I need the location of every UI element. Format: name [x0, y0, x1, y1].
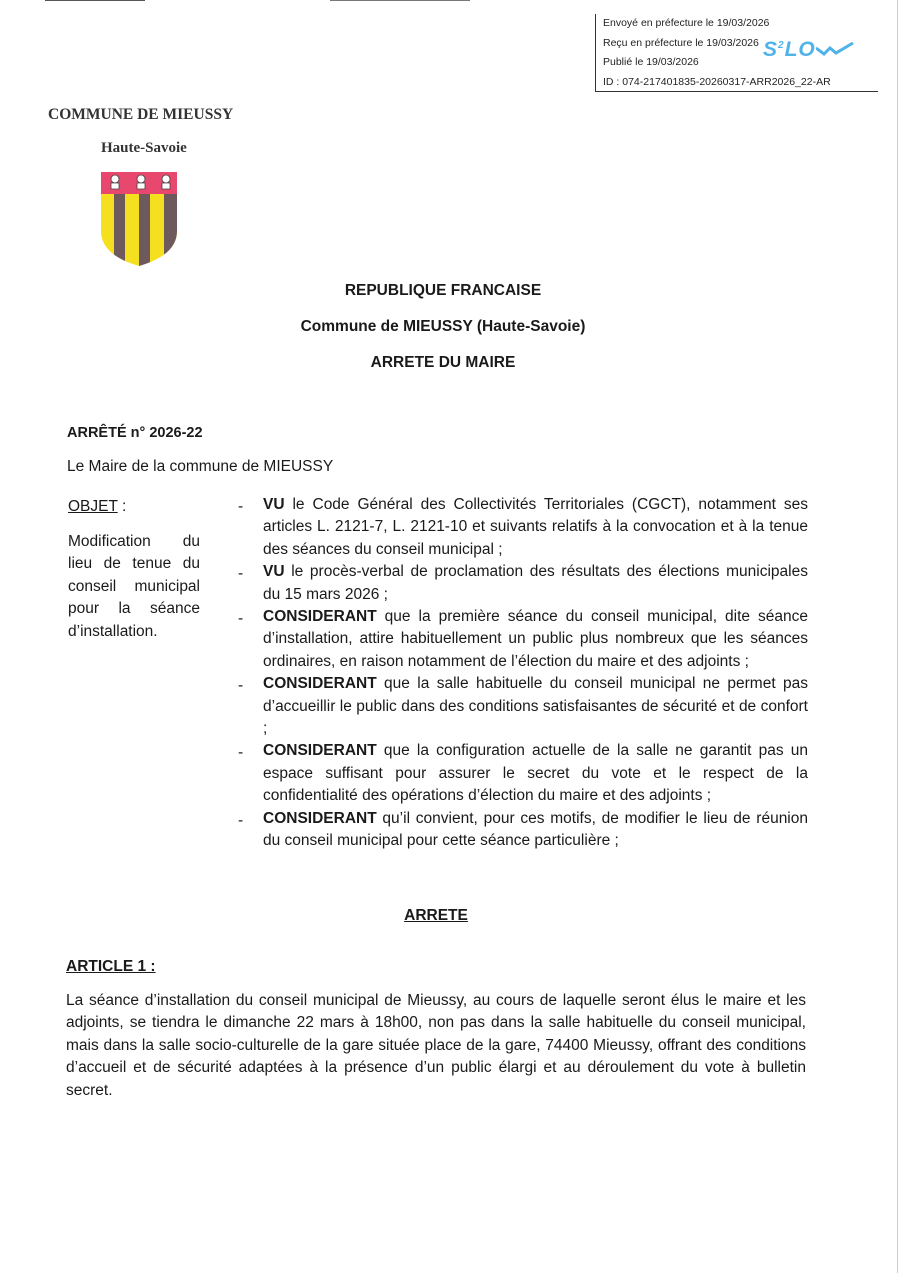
arrete-number: ARRÊTÉ n° 2026-22 — [67, 425, 203, 441]
item-lead: CONSIDERANT — [263, 675, 377, 693]
objet-block — [68, 496, 200, 643]
item-text: que la salle habituelle du conseil municipal ne permet pas d’accueillir le public dans des conditions satisfaisantes de sécurité et de confort ; — [263, 675, 808, 738]
item-lead: VU — [263, 496, 285, 513]
dash: - — [238, 498, 244, 515]
list-item — [238, 606, 808, 673]
dash: - — [238, 744, 244, 762]
title-republique: REPUBLIQUE FRANCAISE — [344, 282, 542, 299]
scan-edge — [330, 0, 470, 1]
objet-text: Modification du lieu de tenue du conseil municipal pour la séance d’installation. — [68, 532, 200, 640]
maire-line: Le Maire de la commune de MIEUSSY — [67, 458, 334, 475]
arrete-heading: ARRETE — [404, 907, 468, 924]
item-text: que la configuration actuelle de la salle ne garantit pas un espace suffisant pour assurer le secret du vote et le respect de la confidentialité des opérations d’élection du maire et des adjoints ; — [263, 742, 808, 805]
dash: - — [238, 677, 244, 695]
item-text: que la première séance du conseil municipal, dite séance d’installation, attire habituellement un public plus nombreux que les séances ordinaires, en raison notamment de l’élection du maire et des adjoints ; — [263, 608, 808, 670]
stamp-line: Reçu en préfecture le 19/03/2026 — [603, 36, 759, 49]
list-item — [238, 673, 808, 740]
objet-label: OBJET — [68, 498, 118, 515]
objet-colon: : — [117, 498, 127, 515]
list-item — [238, 808, 808, 853]
scan-edge — [45, 0, 145, 1]
dash: - — [238, 610, 244, 628]
stamp-line: Envoyé en préfecture le 19/03/2026 — [603, 17, 770, 29]
dash: - — [238, 565, 244, 583]
title-commune: Commune de MIEUSSY (Haute-Savoie) — [300, 318, 586, 335]
article-1-text: La séance d’installation du conseil municipal de Mieussy, au cours de laquelle seront élus le maire et les adjoints, se tiendra le dimanche 22 mars à 18h00, non pas dans la salle habituelle du conseil municipal, mais dans la salle socio-culturelle de la gare située place de la gare, 74400 Mieussy, offrant des conditions d’accueil et de sécurité adaptées à la présence d’un public élargi et au déroulement du vote à bulletin secret. — [66, 992, 806, 1099]
title-arrete-maire: ARRETE DU MAIRE — [370, 354, 516, 371]
s2lo-logo: $S^2LO$ — [763, 38, 854, 62]
item-lead: VU — [263, 563, 285, 581]
considerations-list — [238, 494, 808, 853]
item-lead: CONSIDERANT — [263, 608, 377, 626]
list-item — [238, 494, 808, 561]
stamp-id: ID : 074-217401835-20260317-ARR2026_22-AR — [603, 75, 831, 88]
list-item — [238, 740, 808, 807]
item-text: le Code Général des Collectivités Territoriales (CGCT), notamment ses articles L. 2121-7, L. 2121-10 et suivants relatifs à la convocation et à la tenue des séances du conseil municipal ; — [263, 496, 808, 558]
item-text: le procès-verbal de proclamation des résultats des élections municipales du 15 mars 2026 ; — [263, 563, 808, 603]
list-item — [238, 561, 808, 606]
stamp-line: Publié le 19/03/2026 — [603, 56, 699, 68]
dash: - — [238, 811, 244, 829]
item-lead: CONSIDERANT — [263, 809, 377, 827]
coat-of-arms-icon — [100, 171, 178, 267]
item-lead: CONSIDERANT — [263, 742, 377, 760]
scan-edge — [897, 0, 898, 1273]
article-1-title: ARTICLE 1 : — [66, 958, 156, 975]
commune-name: COMMUNE DE MIEUSSY — [48, 106, 234, 123]
item-text: qu’il convient, pour ces motifs, de modifier le lieu de réunion du conseil municipal pour cette séance particulière ; — [263, 809, 808, 850]
departement: Haute-Savoie — [101, 140, 187, 156]
